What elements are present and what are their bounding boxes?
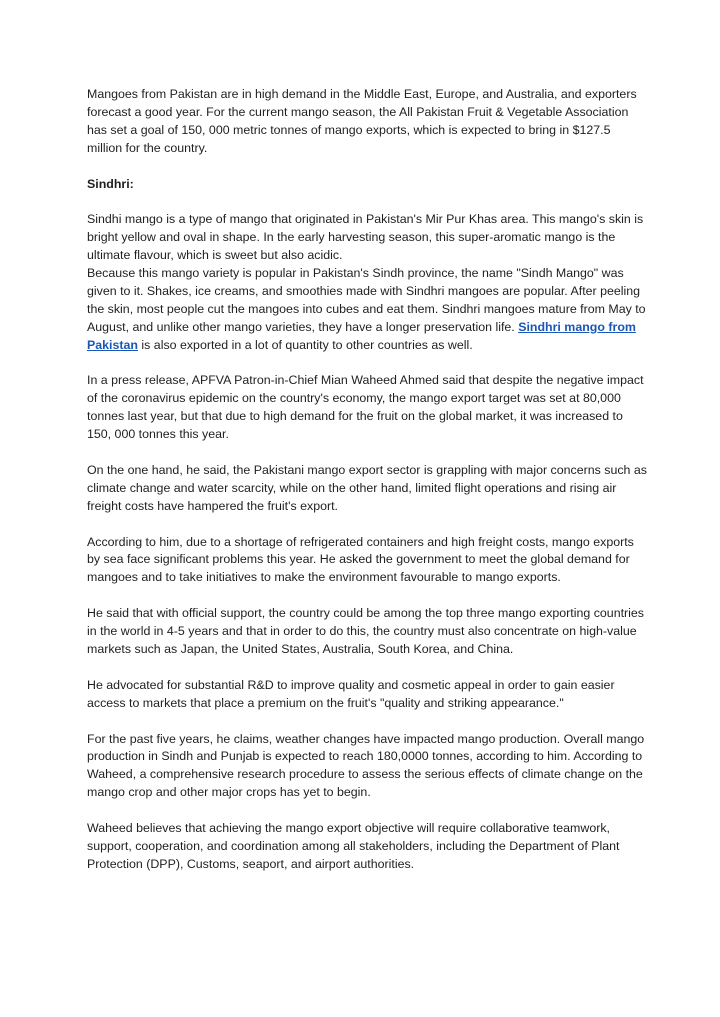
teamwork-paragraph: Waheed believes that achieving the mango export objective will require collaborative teamwork, support, cooperation, and coordination among all stakeholders, including the Department of Plant Protection (DPP), Customs, seaport, and airport authorities. bbox=[87, 821, 620, 871]
sindhri-intro-text: Sindhi mango is a type of mango that originated in Pakistan's Mir Pur Khas area. This mango's skin is bright yellow and oval in shape. In the early harvesting season, this super-aromatic mango is the ultimate flavour, which is sweet but also acidic. bbox=[87, 212, 644, 263]
sindhri-paragraph bbox=[87, 211, 647, 354]
press-release-paragraph: In a press release, APFVA Patron-in-Chief Mian Waheed Ahmed said that despite the negative impact of the coronavirus epidemic on the country's economy, the mango export target was set at 80,000 tonnes last year, but that due to high demand for the fruit on the global market, it was increased to 150, 000 tonnes this year. bbox=[87, 373, 644, 442]
section-heading-sindhri: Sindhri: bbox=[87, 176, 134, 191]
sindhri-body-text-end: is also exported in a lot of quantity to other countries as well. bbox=[137, 337, 473, 352]
sindhri-body-text: Because this mango variety is popular in Pakistan's Sindh province, the name "Sindh Mango" was given to it. Shakes, ice creams, and smoothies made with Sindhri mangoes are popular. After peeling the skin, most people cut the mangoes into cubes and eat them. Sindhri mangoes mature from May to August, and unlike other mango varieties, they have a longer preservation life. bbox=[87, 266, 646, 334]
article-body bbox=[87, 86, 647, 892]
concerns-paragraph: On the one hand, he said, the Pakistani mango export sector is grappling with major concerns such as climate change and water scarcity, while on the other hand, limited flight operations and rising air freight costs have hampered the fruit's export. bbox=[87, 462, 647, 513]
sea-exports-paragraph: According to him, due to a shortage of refrigerated containers and high freight costs, mango exports by sea face significant problems this year. He asked the government to meet the global demand for mangoes and to take initiatives to make the environment favourable to mango exports. bbox=[87, 534, 634, 585]
intro-paragraph: Mangoes from Pakistan are in high demand in the Middle East, Europe, and Australia, and exporters forecast a good year. For the current mango season, the All Pakistan Fruit & Vegetable Association has set a goal of 150, 000 metric tonnes of mango exports, which is expected to bring in $127.5 million for the country. bbox=[87, 87, 637, 155]
research-paragraph: He advocated for substantial R&D to improve quality and cosmetic appeal in order to gain easier access to markets that place a premium on the fruit's "quality and striking appearance." bbox=[87, 677, 615, 710]
official-support-paragraph: He said that with official support, the country could be among the top three mango exporting countries in the world in 4-5 years and that in order to do this, the country must also concentrate on high-value markets such as Japan, the United States, Australia, South Korea, and China. bbox=[87, 606, 644, 656]
sindhri-mango-link[interactable]: Sindhri mango from Pakistan bbox=[87, 319, 636, 352]
production-paragraph: For the past five years, he claims, weather changes have impacted mango production. Overall mango production in Sindh and Punjab is expected to reach 180,0000 tonnes, according to him. According to Waheed, a comprehensive research procedure to assess the serious effects of climate change on the mango crop and other major crops has yet to begin. bbox=[87, 731, 645, 800]
